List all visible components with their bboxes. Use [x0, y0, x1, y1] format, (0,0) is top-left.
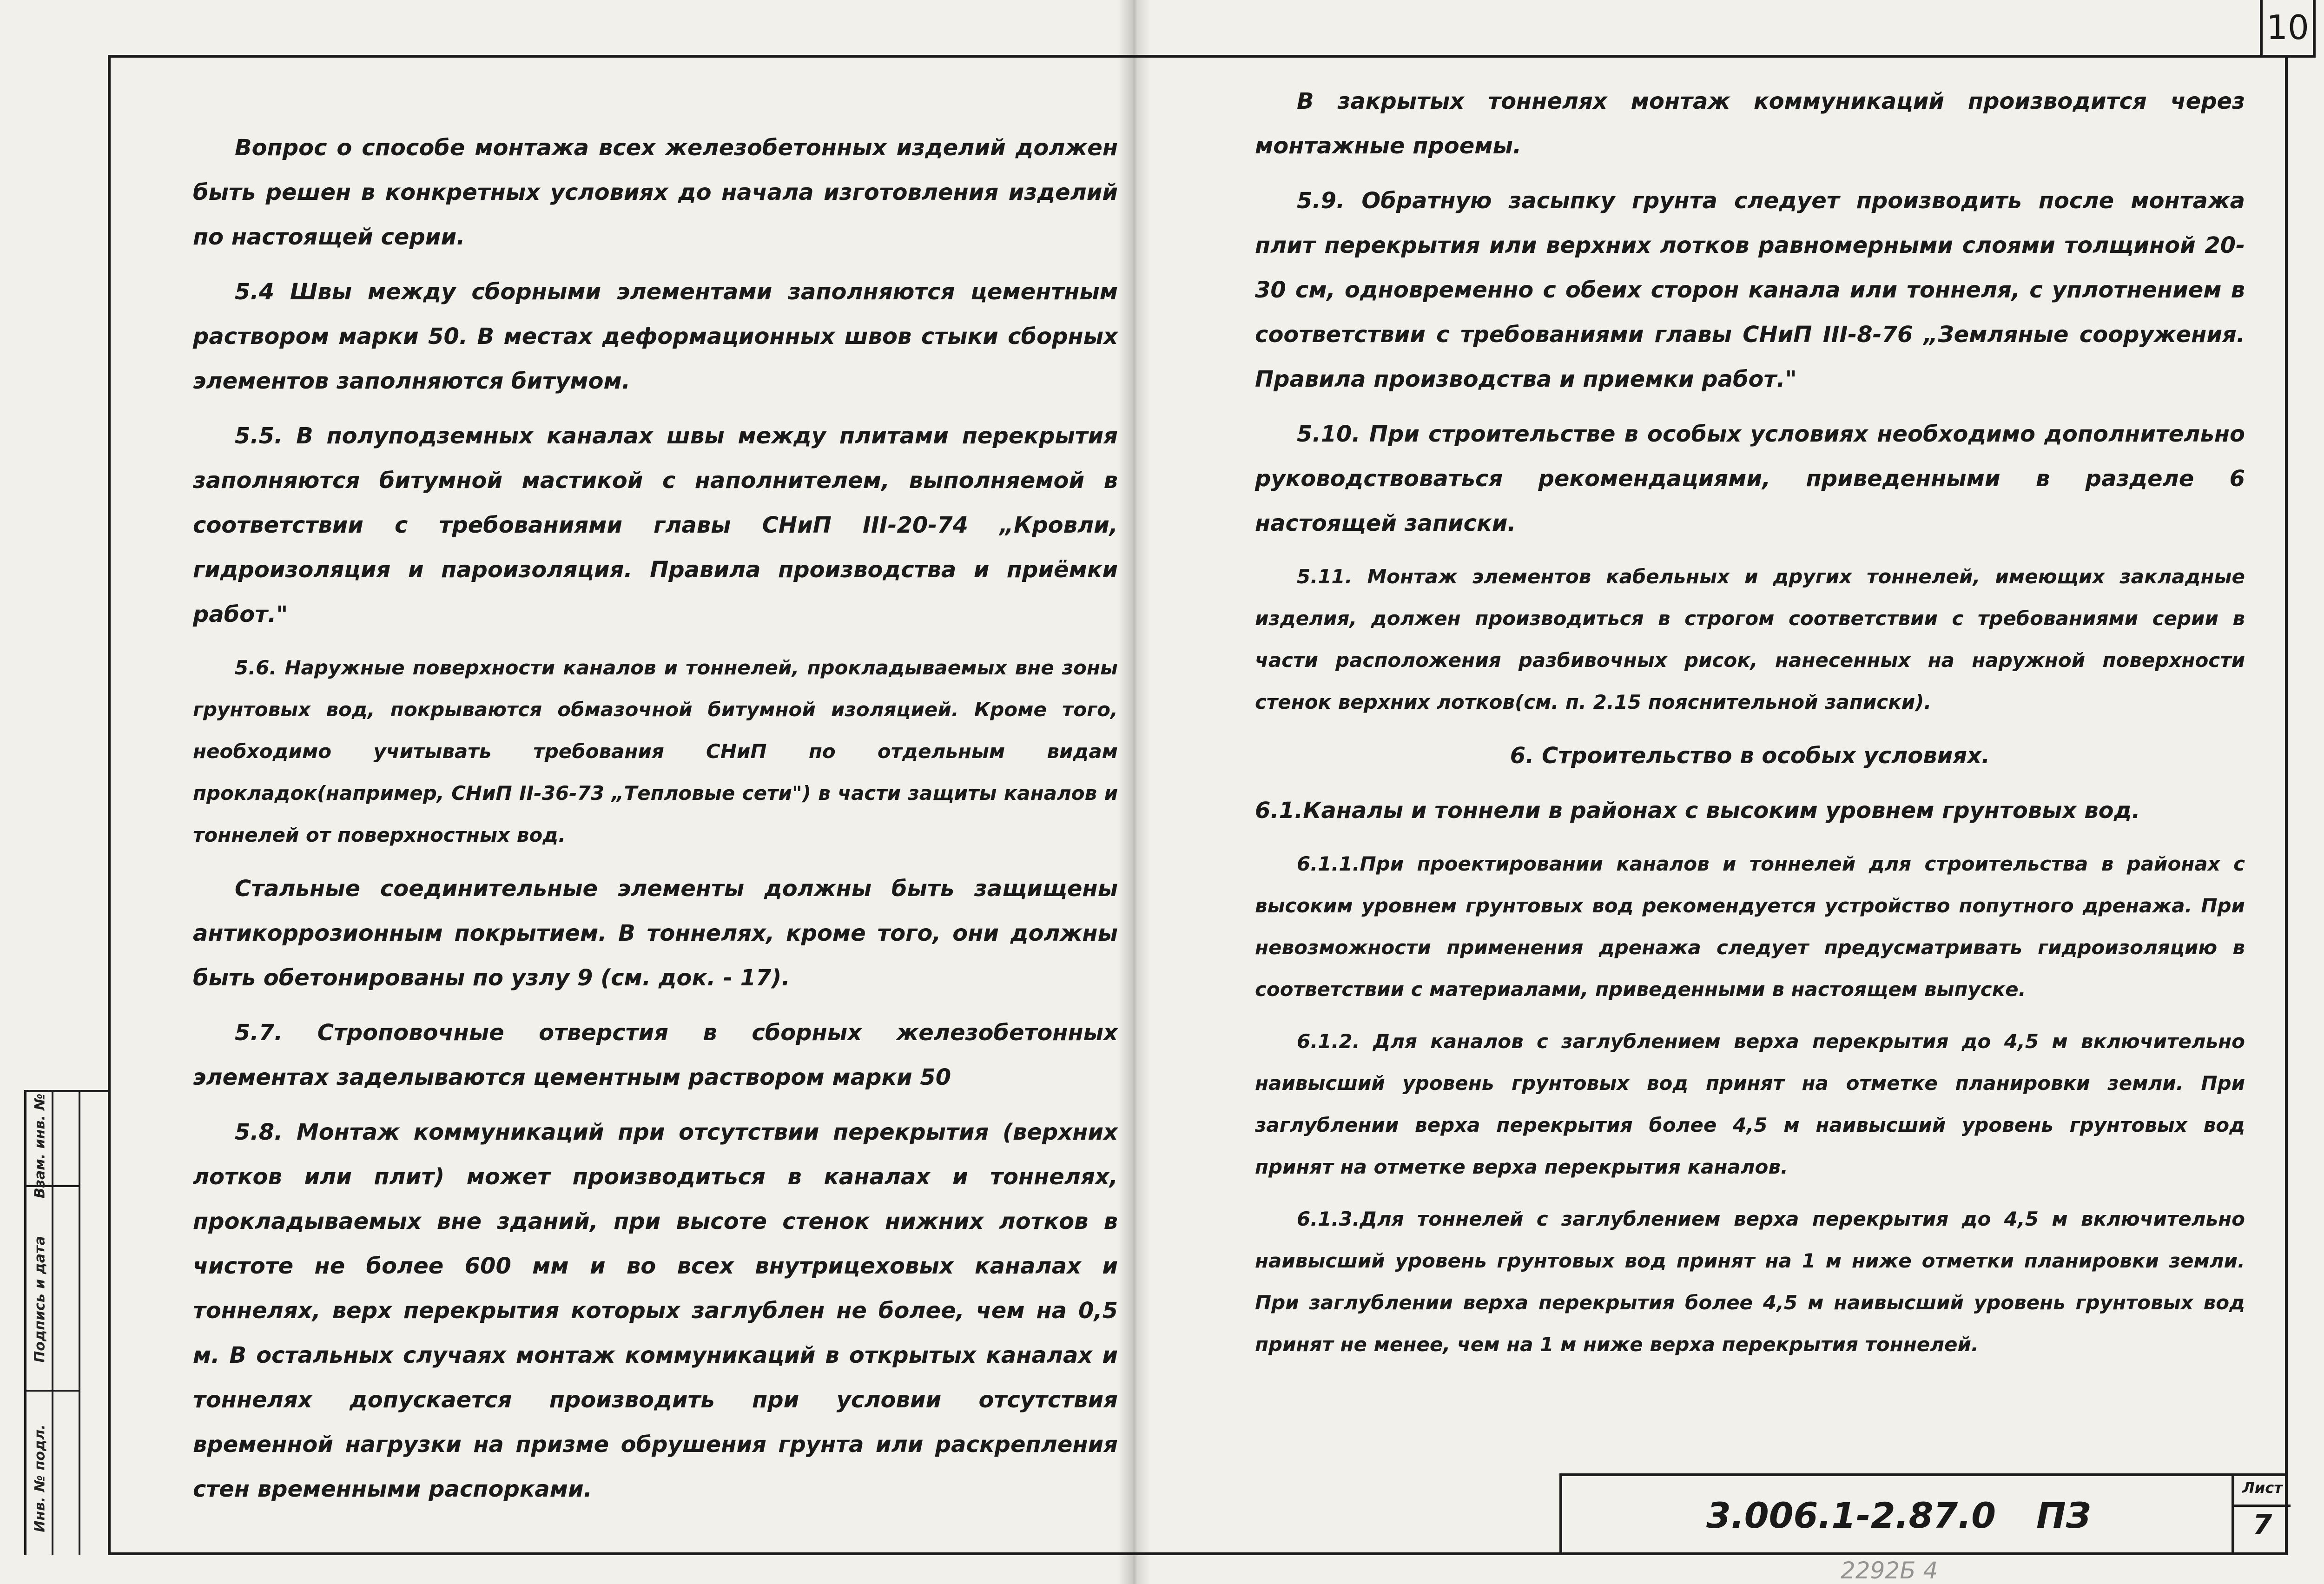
- right-text-column: [1255, 79, 2245, 1376]
- paragraph: Вопрос о способе монтажа всех железобетонных изделий должен быть решен в конкретных условиях до начала изготовления изделий по настоящей серии.: [193, 135, 1118, 250]
- binding-label-signature-date: Подпись и дата: [32, 1235, 48, 1363]
- subsection-heading: 6.1.Каналы и тоннели в районах с высоким уровнем грунтовых вод.: [1255, 798, 2140, 824]
- bottom-stamp: 2292Б 4: [1841, 1557, 1938, 1584]
- paragraph: 5.4 Швы между сборными элементами заполняются цементным раствором марки 50. В местах деформационных швов стыки сборных элементов заполняются битумом.: [193, 279, 1118, 394]
- paragraph: В закрытых тоннелях монтаж коммуникаций производится через монтажные проемы.: [1255, 88, 2245, 159]
- paragraph: 5.9. Обратную засыпку грунта следует производить после монтажа плит перекрытия или верхних лотков равномерными слоями толщиной 20-30 см, одновременно с обеих сторон канала или тоннеля, с уплотнением в соответствии с требованиями главы СНиП III-8-76 „Земляные сооружения. Правила производства и приемки работ.": [1255, 188, 2245, 392]
- paragraph: 5.8. Монтаж коммуникаций при отсутствии перекрытия (верхних лотков или плит) может производиться в каналах и тоннелях, прокладываемых вне зданий, при высоте стенок нижних лотков в чистоте не более 600 мм и во всех внутрицеховых каналах и тоннелях, верх перекрытия которых заглублен не более, чем на 0,5 м. В остальных случаях монтаж коммуникаций в открытых каналах и тоннелях допускается производить при условии отсутствия временной нагрузки на призме обрушения грунта или раскрепления стен временными распорками.: [193, 1119, 1118, 1502]
- paragraph: 5.6. Наружные поверхности каналов и тоннелей, прокладываемых вне зоны грунтовых вод, покрываются обмазочной битумной изоляцией. Кроме того, необходимо учитывать требования СНиП по отдельным видам прокладок(например, СНиП II-36-73 „Тепловые сети") в части защиты каналов и тоннелей от поверхностных вод.: [193, 656, 1118, 846]
- binding-stamp-strip: [24, 1090, 108, 1555]
- paragraph: 5.10. При строительстве в особых условиях необходимо дополнительно руководствоваться рекомендациями, приведенными в разделе 6 настоящей записки.: [1255, 421, 2245, 536]
- sheet-label: Лист: [2234, 1479, 2291, 1507]
- binding-label-original-inv: Инв. № подл.: [32, 1424, 48, 1532]
- left-text-column: [193, 125, 1118, 1522]
- paragraph: 6.1.1.При проектировании каналов и тоннелей для строительства в районах с высоким уровнем грунтовых вод рекомендуется устройство попутного дренажа. При невозможности применения дренажа следует предусматривать гидроизоляцию в соответствии с материалами, приведенными в настоящем выпуске.: [1255, 852, 2245, 1001]
- sheet-value: 7: [2252, 1509, 2272, 1541]
- sheet-cell: [2232, 1476, 2291, 1555]
- binding-label-replacement: Взам. инв. №: [32, 1093, 48, 1198]
- paragraph: Стальные соединительные элементы должны быть защищены антикоррозионным покрытием. В тоннелях, кроме того, они должны быть обетонированы по узлу 9 (см. док. - 17).: [193, 876, 1118, 991]
- paragraph: 6.1.2. Для каналов с заглублением верха перекрытия до 4,5 м включительно наивысший уровень грунтовых вод принят на отметке планировки земли. При заглублении верха перекрытия более 4,5 м наивысший уровень грунтовых вод принят на отметке верха перекрытия каналов.: [1255, 1030, 2245, 1178]
- section-heading: 6. Строительство в особых условиях.: [1510, 743, 1990, 769]
- title-block: [1559, 1473, 2288, 1555]
- document-code: 3.006.1-2.87.0: [1706, 1495, 1996, 1536]
- document-type: ПЗ: [2036, 1495, 2091, 1536]
- paragraph: 5.5. В полуподземных каналах швы между плитами перекрытия заполняются битумной мастикой с наполнителем, выполняемой в соответствии с требованиями главы СНиП III-20-74 „Кровли, гидроизоляция и пароизоляция. Правила производства и приёмки работ.": [193, 423, 1118, 627]
- paragraph: 5.11. Монтаж элементов кабельных и других тоннелей, имеющих закладные изделия, должен производиться в строгом соответствии с требованиями серии в части расположения разбивочных рисок, нанесенных на наружной поверхности стенок верхних лотков(см. п. 2.15 пояснительной записки).: [1255, 565, 2245, 713]
- paragraph: 5.7. Строповочные отверстия в сборных железобетонных элементах заделываются цементным раствором марки 50: [193, 1020, 1118, 1090]
- sheet-number: 10: [2266, 8, 2309, 47]
- sheet-number-box: [2260, 0, 2316, 58]
- paragraph: 6.1.3.Для тоннелей с заглублением верха перекрытия до 4,5 м включительно наивысший уровень грунтовых вод принят на 1 м ниже отметки планировки земли. При заглублении верха перекрытия более 4,5 м наивысший уровень грунтовых вод принят не менее, чем на 1 м ниже верха перекрытия тоннелей.: [1255, 1208, 2245, 1356]
